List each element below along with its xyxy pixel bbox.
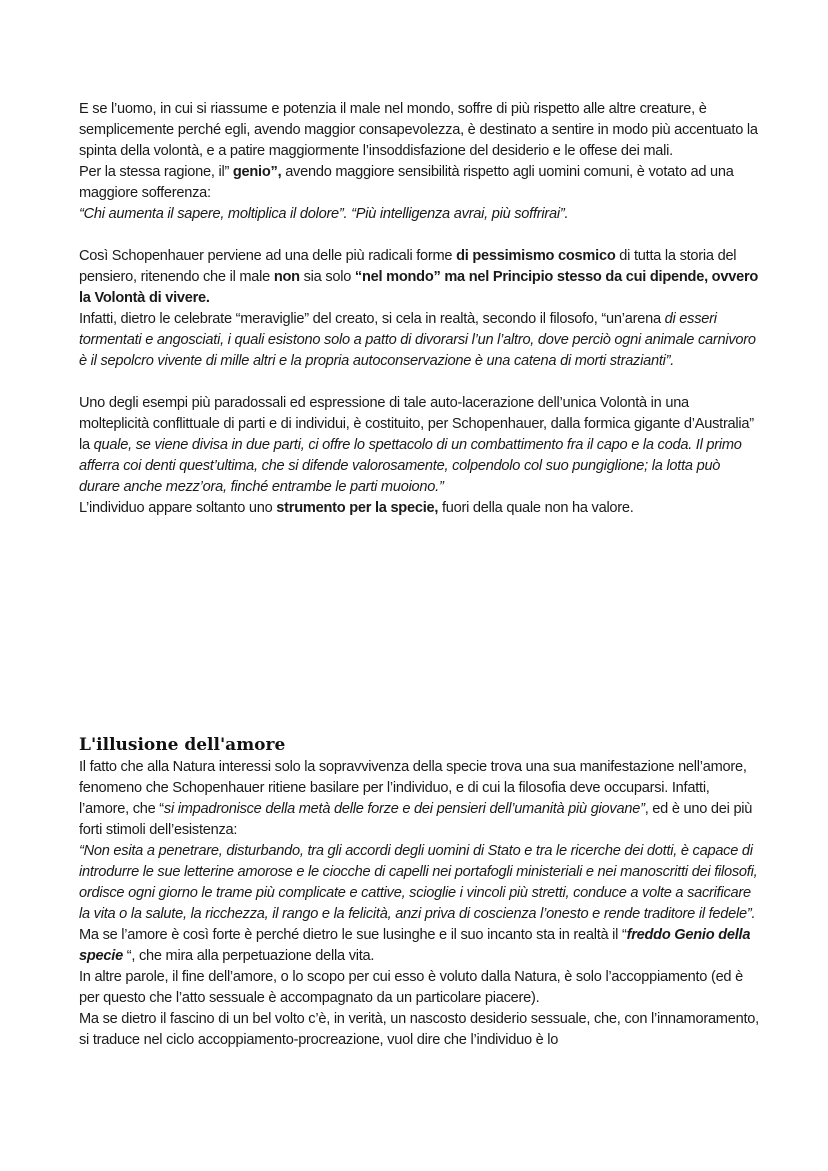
quote-love-power bbox=[79, 841, 759, 925]
paragraph-ant-example bbox=[79, 393, 759, 498]
paragraph-love-purpose bbox=[79, 967, 759, 1009]
paragraph-desire bbox=[79, 1009, 759, 1051]
section-love-illusion bbox=[79, 733, 759, 1051]
section-pessimism bbox=[79, 99, 759, 519]
italic-quote: si impadronisce della metà delle forze e dei pensieri dell’umanità più giovane” bbox=[163, 801, 645, 817]
italic-quote: “Non esita a penetrare, disturbando, tra gli accordi degli uomini di Stato e tra le ricerche dei dotti, è capace di introdurre le sue letterine amorose e le ciocche di capelli nei portafogli ministeriali e nei manoscritti dei filosofi, ordisce ogni giorno le trame più complicate e cattive, scioglie i vincoli più stretti, conduce a volte a sacrificare la vita o la salute, la ricchezza, il rango e la felicità, anzi priva di coscienza l’onesto e rende traditore il fedele”. bbox=[79, 843, 758, 922]
text-run: Così Schopenhauer perviene ad una delle più radicali forme bbox=[79, 248, 457, 264]
quote-knowledge-pain bbox=[79, 204, 759, 225]
text-run: sia solo bbox=[299, 269, 355, 285]
text-run: Per la stessa ragione, il” bbox=[79, 164, 233, 180]
text-run: , ed è uno dei più forti stimoli dell’esistenza: bbox=[79, 801, 753, 838]
paragraph-cosmic-pessimism bbox=[79, 246, 759, 309]
section-heading: L'illusione dell'amore bbox=[79, 735, 286, 755]
text-run: L’individuo appare soltanto uno bbox=[79, 500, 277, 516]
paragraph-arena bbox=[79, 309, 759, 372]
text-run: Infatti, dietro le celebrate “meraviglie” del creato, si cela in realtà, secondo il filosofo, “un’arena bbox=[79, 311, 665, 327]
bold-term-strumento: strumento per la specie, bbox=[276, 500, 439, 516]
paragraph-individual-instrument bbox=[79, 498, 759, 519]
paragraph-man-suffering bbox=[79, 99, 759, 162]
spacer bbox=[79, 372, 759, 393]
text-run: Il fatto che alla Natura interessi solo la sopravvivenza della specie trova una sua manifestazione nell’amore, fenomeno che Schopenhauer ritiene basilare per l’individuo, e di cui la filosofia deve occuparsi. Infatti, l’amore, che “ bbox=[79, 759, 747, 817]
text-run: Ma se l’amore è così forte è perché dietro le sue lusinghe e il suo incanto sta in realtà il “ bbox=[79, 927, 627, 943]
bold-italic-term-genio-specie: freddo Genio della specie bbox=[79, 927, 751, 964]
paragraph-genius bbox=[79, 162, 759, 204]
bold-term-pessimismo: di pessimismo cosmico bbox=[456, 248, 616, 264]
italic-quote: “Chi aumenta il sapere, moltiplica il dolore”. “Più intelligenza avrai, più soffrirai”. bbox=[79, 206, 569, 222]
bold-term-genio: genio”, bbox=[232, 164, 282, 180]
text-run: di tutta la storia del pensiero, ritenendo che il male bbox=[79, 248, 737, 285]
italic-quote: quale, se viene divisa in due parti, ci offre lo spettacolo di un combattimento fra il capo e la coda. Il primo afferra coi denti quest’ultima, che si difende valorosamente, colpendolo col suo pungiglione; la lotta può durare anche mezz’ora, finché entrambe le parti muoiono.” bbox=[79, 437, 742, 495]
text-run: avendo maggiore sensibilità rispetto agli uomini comuni, è votato ad una maggiore sofferenza: bbox=[79, 164, 734, 201]
spacer bbox=[79, 225, 759, 246]
bold-term-non: non bbox=[273, 269, 300, 285]
paragraph-text: E se l’uomo, in cui si riassume e potenzia il male nel mondo, soffre di più rispetto alle altre creature, è semplicemente perché egli, avendo maggior consapevolezza, è destinato a sentire in modo più accentuato la spinta della volontà, e a patire maggiormente l’insoddisfazione del desiderio e le offese dei mali. bbox=[79, 101, 758, 159]
text-run: fuori della quale non ha valore. bbox=[438, 500, 634, 516]
text-run: “, che mira alla perpetuazione della vita. bbox=[122, 948, 375, 964]
paragraph-text: Ma se dietro il fascino di un bel volto c’è, in verità, un nascosto desiderio sessuale, che, con l’innamoramento, si traduce nel ciclo accoppiamento-procreazione, vuol dire che l’individuo è lo bbox=[79, 1011, 759, 1048]
paragraph-genius-species bbox=[79, 925, 759, 967]
italic-quote: di esseri tormentati e angosciati, i quali esistono solo a patto di divorarsi l’un l’altro, dove perciò ogni animale carnivoro è il sepolcro vivente di mille altri e la propria autoconservazione è una catena di morti strazianti”. bbox=[79, 311, 756, 369]
text-run: Uno degli esempi più paradossali ed espressione di tale auto-lacerazione dell’unica Volontà in una molteplicità conflittuale di parti e di individui, è costituito, per Schopenhauer, dalla formica gigante d’Australia” la bbox=[79, 395, 754, 453]
paragraph-love-intro bbox=[79, 757, 759, 841]
paragraph-text: In altre parole, il fine dell’amore, o lo scopo per cui esso è voluto dalla Natura, è solo l’accoppiamento (ed è per questo che l’atto sessuale è accompagnato da un particolare piacere). bbox=[79, 969, 743, 1006]
bold-term-principio: “nel mondo” ma nel Principio stesso da cui dipende, ovvero la Volontà di vivere. bbox=[79, 269, 759, 306]
